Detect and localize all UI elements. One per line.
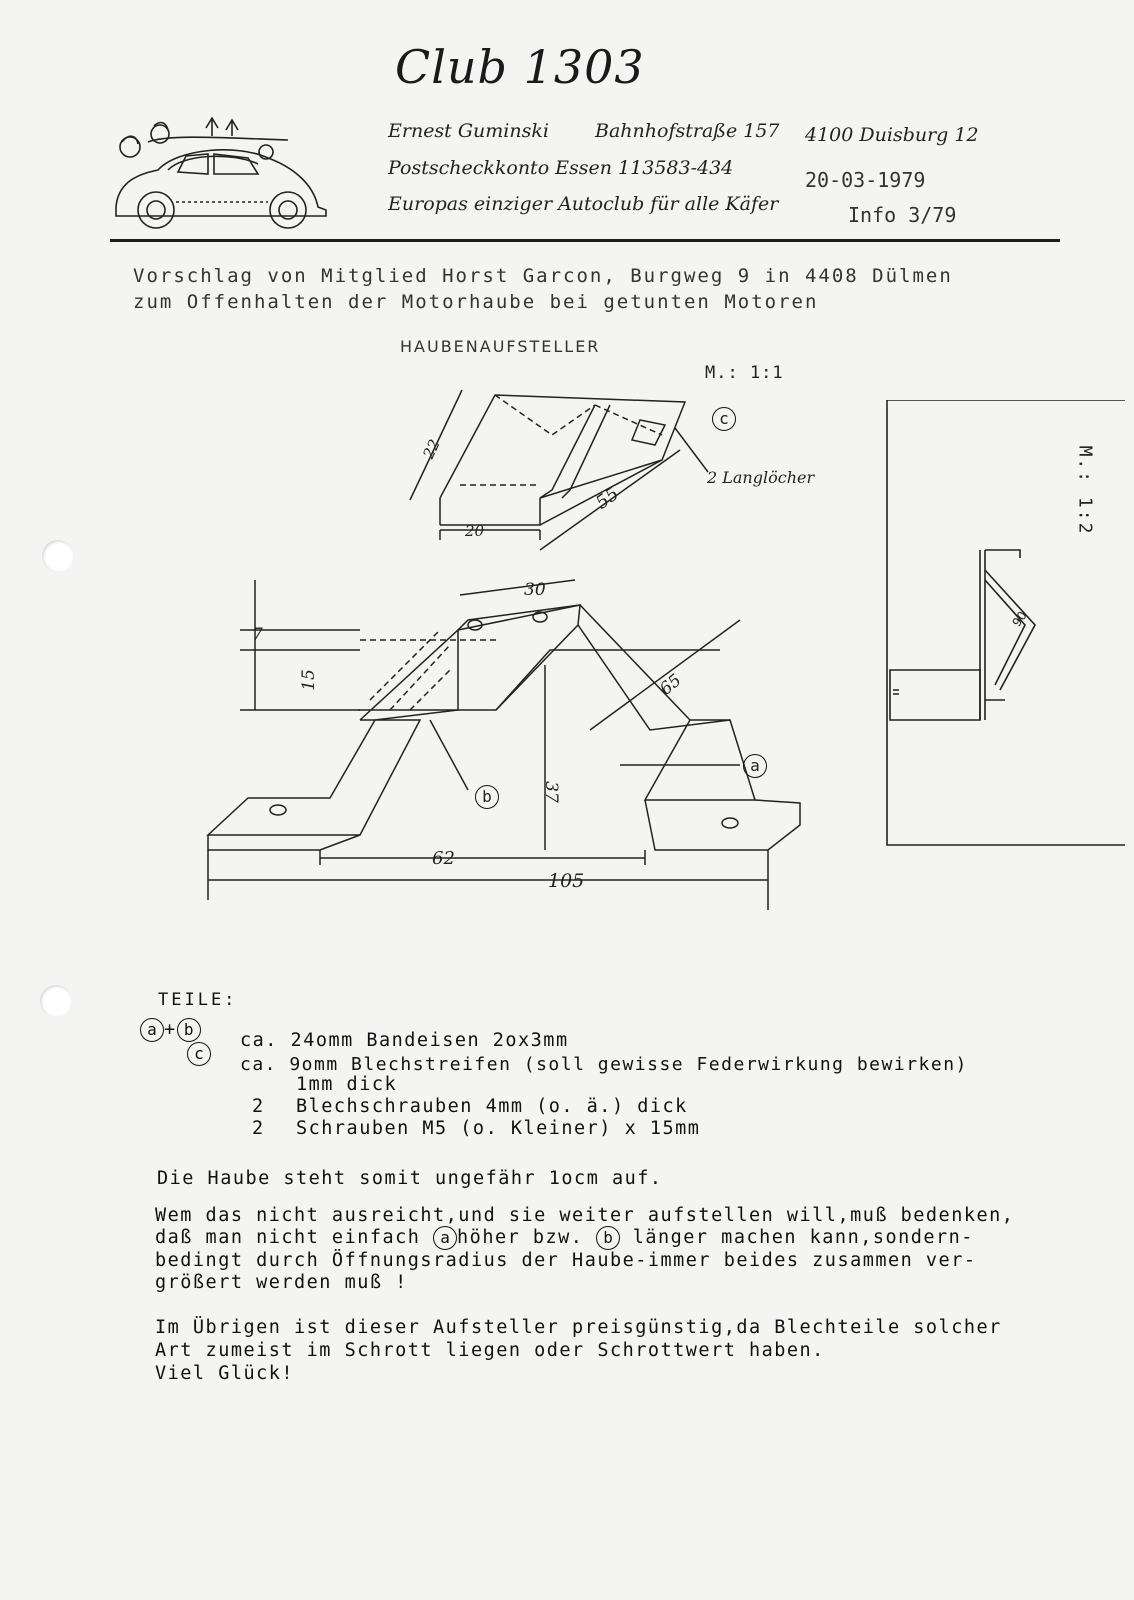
drawing-title: HAUBENAUFSTELLER (400, 337, 601, 356)
part-label-c: c (187, 1042, 211, 1066)
address-name: Ernest Guminski (388, 120, 549, 142)
dim-15: 15 (298, 669, 319, 691)
label-b: b (475, 785, 499, 809)
dim-20: 20 (465, 522, 485, 540)
label-b-circle (475, 785, 499, 809)
parts-row-1-qty: a + b (140, 1018, 201, 1042)
paragraph-3-line-2: Art zumeist im Schrott liegen oder Schrottwert haben. (155, 1340, 825, 1361)
parts-row-1-text: ca. 24omm Bandeisen 2ox3mm (240, 1030, 569, 1051)
paragraph-3-line-1: Im Übrigen ist dieser Aufsteller preisgünstig,da Blechteile solcher (155, 1317, 1002, 1338)
label-c-circle (712, 407, 736, 431)
dim-55: 55 (592, 483, 623, 514)
drawing-scale-main: M.: 1:1 (705, 363, 784, 383)
address-street: Bahnhofstraße 157 (595, 120, 780, 142)
intro-line-2: zum Offenhalten der Motorhaube bei getunten Motoren (133, 291, 819, 313)
technical-drawing (200, 380, 860, 925)
p2-circle-b: b (596, 1226, 620, 1250)
dim-22: 22 (419, 436, 444, 462)
parts-row-4-qty: 2 (252, 1118, 265, 1139)
letter-date: 20-03-1979 (805, 168, 926, 192)
parts-row-4-text: Schrauben M5 (o. Kleiner) x 15mm (296, 1118, 701, 1139)
label-langloecher: 2 Langlöcher (707, 468, 815, 487)
parts-row-2-cont: 1mm dick (296, 1074, 398, 1095)
paragraph-2-line-2 (155, 1226, 974, 1250)
info-number: Info 3/79 (848, 203, 957, 227)
beetle-logo (108, 112, 340, 237)
p2-circle-a: a (433, 1226, 457, 1250)
side-view-angle: 90 (1009, 608, 1030, 630)
drawing-scale-side: M.: 1:2 (1074, 445, 1096, 536)
address-city: 4100 Duisburg 12 (805, 124, 979, 146)
dim-37: 37 (540, 781, 561, 803)
postscheck-account: Postscheckkonto Essen 113583-434 (388, 157, 734, 179)
dim-30: 30 (524, 580, 546, 600)
punch-hole-top (42, 540, 74, 572)
parts-row-3-qty: 2 (252, 1096, 265, 1117)
label-a: a (743, 754, 767, 778)
paragraph-3-line-3: Viel Glück! (155, 1363, 295, 1384)
dim-65: 65 (656, 670, 686, 700)
intro-line-1: Vorschlag von Mitglied Horst Garcon, Burgweg 9 in 4408 Dülmen (133, 265, 953, 287)
dim-7: 7 (252, 625, 263, 645)
parts-row-2-qty (187, 1042, 211, 1066)
p2-text-b: höher bzw. (457, 1227, 584, 1248)
parts-heading: TEILE: (158, 990, 238, 1010)
p2-text-a: daß man nicht einfach (155, 1227, 421, 1248)
paragraph-1: Die Haube steht somit ungefähr 1ocm auf. (157, 1168, 663, 1189)
label-c: c (712, 407, 736, 431)
paragraph-2-line-1: Wem das nicht ausreicht,und sie weiter aufstellen will,muß bedenken, (155, 1205, 1015, 1226)
label-a-circle (743, 754, 767, 778)
club-title: Club 1303 (395, 40, 645, 94)
part-label-a: a (140, 1018, 164, 1042)
paragraph-2-line-4: größert werden muß ! (155, 1272, 408, 1293)
parts-row-3-text: Blechschrauben 4mm (o. ä.) dick (296, 1096, 688, 1117)
paragraph-2-line-3: bedingt durch Öffnungsradius der Haube-immer beides zusammen ver- (155, 1250, 977, 1271)
p2-text-c: länger machen kann,sondern- (632, 1227, 974, 1248)
header-rule (110, 239, 1060, 242)
dim-62: 62 (432, 848, 455, 869)
punch-hole-bottom (40, 985, 72, 1017)
dim-105: 105 (548, 870, 585, 892)
part-label-b: b (177, 1018, 201, 1042)
club-slogan: Europas einziger Autoclub für alle Käfer (388, 193, 779, 215)
parts-row-2-text: ca. 9omm Blechstreifen (soll gewisse Federwirkung bewirken) (240, 1054, 968, 1075)
